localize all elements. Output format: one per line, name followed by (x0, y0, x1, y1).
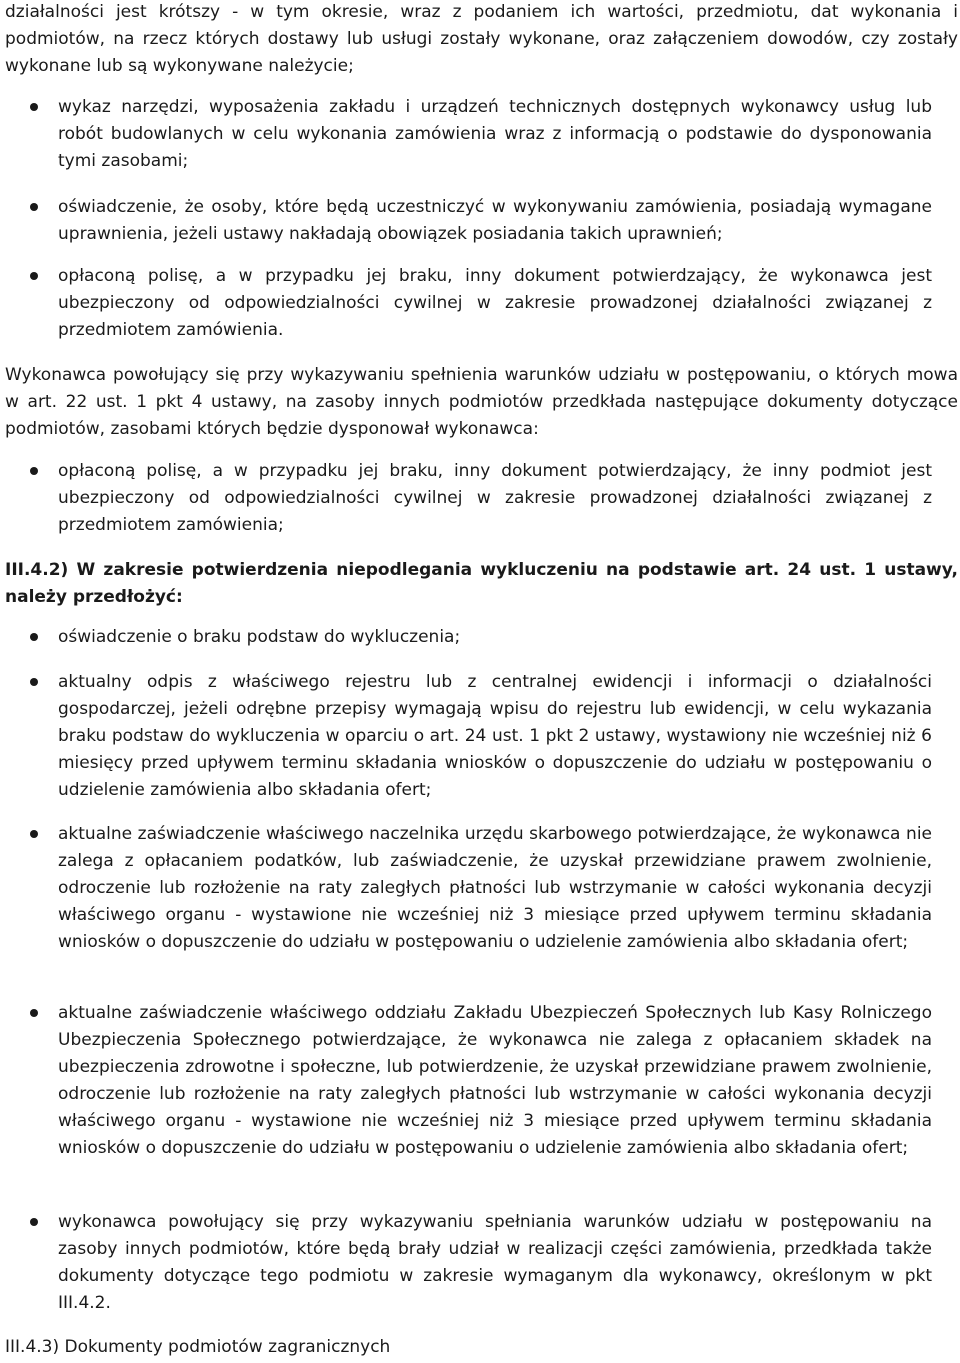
bullet-icon (30, 1218, 38, 1226)
bullet-icon (30, 633, 38, 641)
bullet-icon (30, 467, 38, 475)
list-item: opłaconą polisę, a w przypadku jej braku, inny dokument potwierdzający, że wykonawca jest ubezpieczony od odpowiedzialności cywilnej w zakresie prowadzonej działalności związanej z przedmiotem zamówienia. (58, 266, 932, 340)
next-section-heading: III.4.3) Dokumenty podmiotów zagranicznych (5, 1337, 391, 1357)
list-item: wykaz narzędzi, wyposażenia zakładu i urządzeń technicznych dostępnych wykonawcy usług lub robót budowlanych w celu wykonania zamówienia wraz z informacją o podstawie do dysponowania tymi zasobami; (58, 97, 932, 171)
list-item: aktualny odpis z właściwego rejestru lub z centralnej ewidencji i informacji o działalności gospodarczej, jeżeli odrębne przepisy wymagają wpisu do rejestru lub ewidencji, w celu wykazania braku podstaw do wykluczenia w oparciu o art. 24 ust. 1 pkt 2 ustawy, wystawiony nie wcześniej niż 6 miesięcy przed upływem terminu składania wniosków o dopuszczenie do udziału w postępowaniu o udzielenie zamówienia albo składania ofert; (58, 672, 932, 800)
bullet-icon (30, 103, 38, 111)
bullet-icon (30, 1009, 38, 1017)
intro-paragraph: Wykonawca powołujący się przy wykazywaniu spełnienia warunków udziału w postępowaniu, o których mowa w art. 22 ust. 1 pkt 4 ustawy, na zasoby innych podmiotów przedkłada następujące dokumenty dotyczące podmiotów, zasobami których będzie dysponował wykonawca: (5, 365, 958, 439)
bullet-icon (30, 830, 38, 838)
bullet-icon (30, 678, 38, 686)
section-heading: III.4.2) W zakresie potwierdzenia niepodlegania wykluczeniu na podstawie art. 24 ust. 1 ustawy, należy przedłożyć: (5, 560, 958, 607)
list-item: oświadczenie o braku podstaw do wykluczenia; (58, 627, 461, 647)
list-item: aktualne zaświadczenie właściwego naczelnika urzędu skarbowego potwierdzające, że wykonawca nie zalega z opłacaniem podatków, lub zaświadczenie, że uzyskał przewidziane prawem zwolnienie, odroczenie lub rozłożenie na raty zaległych płatności lub wstrzymanie w całości wykonania decyzji właściwego organu - wystawione nie wcześniej niż 3 miesiące przed upływem terminu składania wniosków o dopuszczenie do udziału w postępowaniu o udzielenie zamówienia albo składania ofert; (58, 824, 932, 952)
list-item: wykonawca powołujący się przy wykazywaniu spełniania warunków udziału w postępowaniu na zasoby innych podmiotów, które będą brały udział w realizacji części zamówienia, przedkłada także dokumenty dotyczące tego podmiotu w zakresie wymaganym dla wykonawcy, określonym w pkt III.4.2. (58, 1212, 932, 1313)
continuation-paragraph: działalności jest krótszy - w tym okresie, wraz z podaniem ich wartości, przedmiotu, dat wykonania i podmiotów, na rzecz których dostawy lub usługi zostały wykonane, oraz załączeniem dowodów, czy zostały wykonane lub są wykonywane należycie; (5, 2, 958, 76)
list-item: opłaconą polisę, a w przypadku jej braku, inny dokument potwierdzający, że inny podmiot jest ubezpieczony od odpowiedzialności cywilnej w zakresie prowadzonej działalności związanej z przedmiotem zamówienia; (58, 461, 932, 535)
bullet-icon (30, 272, 38, 280)
list-item: aktualne zaświadczenie właściwego oddziału Zakładu Ubezpieczeń Społecznych lub Kasy Rolniczego Ubezpieczenia Społecznego potwierdzające, że wykonawca nie zalega z opłacaniem składek na ubezpieczenia zdrowotne i społeczne, lub potwierdzenie, że uzyskał przewidziane prawem zwolnienie, odroczenie lub rozłożenie na raty zaległych płatności lub wstrzymanie w całości wykonania decyzji właściwego organu - wystawione nie wcześniej niż 3 miesiące przed upływem terminu składania wniosków o dopuszczenie do udziału w postępowaniu o udzielenie zamówienia albo składania ofert; (58, 1003, 932, 1158)
bullet-icon (30, 203, 38, 211)
list-item: oświadczenie, że osoby, które będą uczestniczyć w wykonywaniu zamówienia, posiadają wymagane uprawnienia, jeżeli ustawy nakładają obowiązek posiadania takich uprawnień; (58, 197, 932, 244)
